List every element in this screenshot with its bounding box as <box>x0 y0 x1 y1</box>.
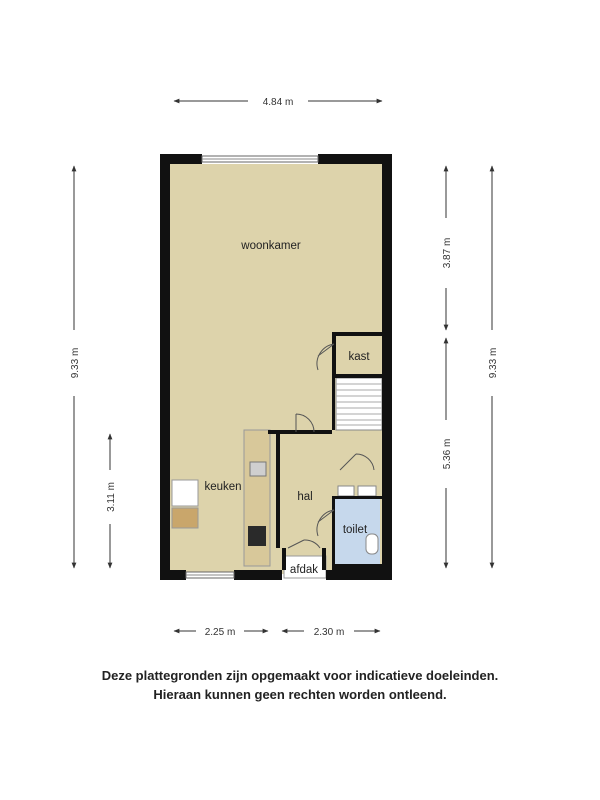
dim-left-keuken: 3.11 m <box>106 482 117 512</box>
kitchen-appliance-white <box>172 480 198 506</box>
wall-kast-top <box>332 332 382 336</box>
wall-left <box>160 154 170 580</box>
wall-toilet-top <box>332 496 382 499</box>
disclaimer-line-1: Deze plattegronden zijn opgemaakt voor indicatieve doeleinden. <box>101 668 499 683</box>
disclaimer <box>0 666 600 704</box>
wall-toilet-bottom <box>332 564 382 570</box>
wall-top-left <box>160 154 202 164</box>
dim-right-lower: 5.36 m <box>442 438 453 470</box>
stairs <box>336 378 382 430</box>
room-label-toilet: toilet <box>342 524 368 536</box>
disclaimer-line-2: Hieraan kunnen geen rechten worden ontleend. <box>153 687 447 702</box>
dim-left-total: 9.33 m <box>70 347 81 379</box>
room-label-hal: hal <box>297 491 313 503</box>
washbasin <box>358 486 376 496</box>
cooktop <box>248 526 266 546</box>
room-label-keuken: keuken <box>204 481 242 493</box>
wall-bottom-mid <box>234 570 282 580</box>
wall-stairs-left <box>332 378 335 430</box>
wall-bottom-left <box>160 570 186 580</box>
wall-kast-bottom <box>332 374 382 378</box>
dim-right-total: 9.33 m <box>488 347 499 379</box>
sink <box>250 462 266 476</box>
room-label-kast: kast <box>348 351 370 363</box>
wall-afdak-right <box>322 548 326 570</box>
wall-top-right <box>318 154 392 164</box>
wall-kast-left <box>332 332 336 374</box>
kitchen-cabinet <box>172 508 198 528</box>
wall-hal-top <box>268 430 332 434</box>
dim-top-width: 4.84 m <box>262 97 294 108</box>
wall-afdak-left <box>282 548 286 570</box>
wall-kitchen-hal <box>276 434 280 548</box>
dim-bottom-left: 2.25 m <box>204 627 236 638</box>
toilet-bowl <box>366 534 378 554</box>
wall-bottom-right <box>326 570 392 580</box>
room-label-woonkamer: woonkamer <box>241 240 301 252</box>
dim-right-upper: 3.87 m <box>442 237 453 269</box>
dim-bottom-right: 2.30 m <box>313 627 345 638</box>
wall-toilet-left <box>332 496 335 570</box>
room-label-afdak: afdak <box>289 564 319 576</box>
boiler <box>338 486 354 496</box>
wall-right <box>382 154 392 580</box>
